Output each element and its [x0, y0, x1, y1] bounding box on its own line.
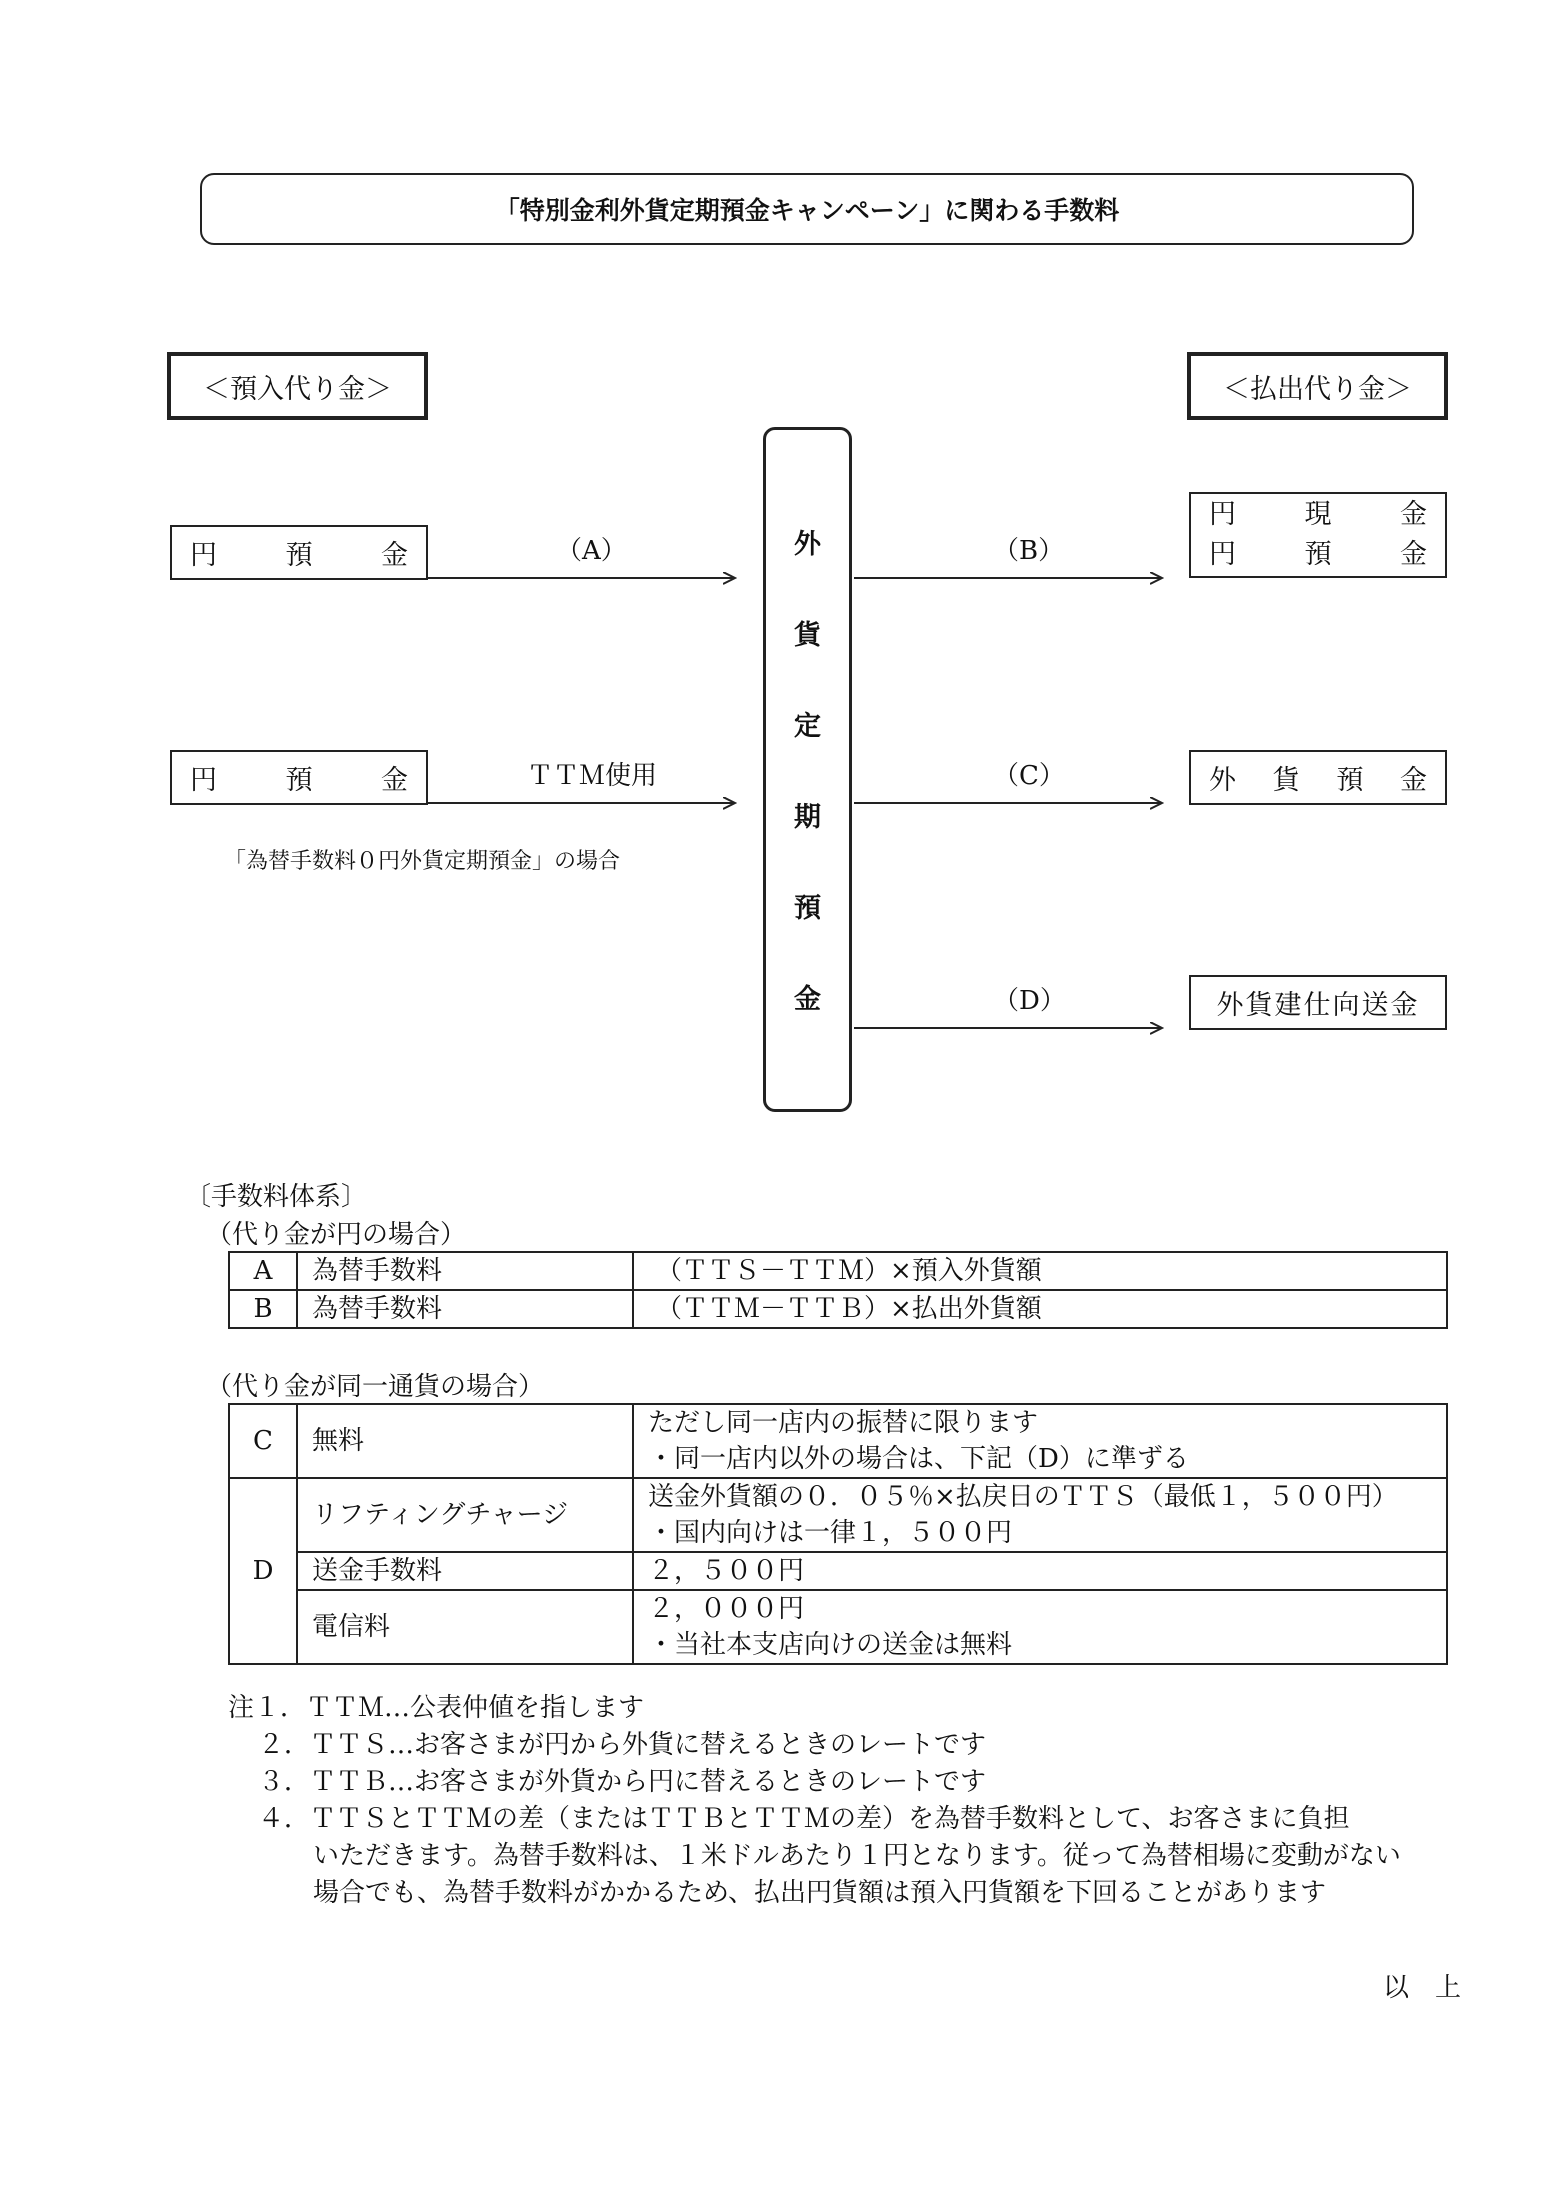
zero-fee-note: 「為替手数料０円外貨定期預金」の場合	[224, 849, 621, 874]
row-formula: （ＴＴＭ－ＴＴＢ）×払出外貨額	[633, 1290, 1447, 1328]
row-name: 電信料	[297, 1590, 633, 1664]
detail-line: ２，５００円	[648, 1556, 805, 1586]
arrow-label-d: （D）	[993, 986, 1066, 1016]
row-name: 無料	[297, 1404, 633, 1478]
detail-line: ２，０００円	[648, 1594, 805, 1624]
table-row	[229, 1590, 1447, 1664]
right-box-fx-deposit	[1189, 750, 1447, 805]
box-char: 金	[1399, 765, 1427, 796]
arrow-label-c: （C）	[993, 761, 1065, 791]
detail-line: 送金外貨額の０．０５％×払戻日のＴＴＳ（最低１，５００円）	[648, 1482, 1398, 1512]
right-box-yen-cash-deposit	[1189, 492, 1447, 578]
box-char: 預	[1336, 765, 1364, 796]
note-4-cont-2: 場合でも、為替手数料がかかるため、払出円貨額は預入円貨額を下回ることがあります	[313, 1878, 1326, 1908]
box-char: 外	[1209, 765, 1236, 796]
deposit-header-text: ＜預入代り金＞	[203, 373, 392, 405]
box-char: 円	[190, 540, 217, 571]
row-detail	[633, 1404, 1447, 1478]
note-1: 注１．ＴＴＭ…公表仲値を指します	[228, 1693, 645, 1723]
row-name: 為替手数料	[297, 1252, 633, 1290]
document-title-text: 「特別金利外貨定期預金キャンペーン」に関わる手数料	[494, 196, 1120, 225]
detail-line: ・同一店内以外の場合は、下記（D）に準ずる	[648, 1444, 1189, 1474]
note-2: ２．ＴＴＳ…お客さまが円から外貨に替えるときのレートです	[258, 1730, 987, 1760]
row-detail	[633, 1478, 1447, 1552]
row-name: リフティングチャージ	[297, 1478, 633, 1552]
same-currency-heading: （代り金が同一通貨の場合）	[206, 1372, 545, 1402]
arrow-label-ttm: ＴＴＭ使用	[527, 761, 658, 791]
row-key: A	[229, 1252, 297, 1290]
detail-line: ただし同一店内の振替に限ります	[648, 1408, 1039, 1438]
right-box-line-cash	[1209, 495, 1427, 535]
row-detail	[633, 1590, 1447, 1664]
center-char: 定	[794, 711, 821, 742]
row-key: B	[229, 1290, 297, 1328]
arrow-label-b: （B）	[993, 536, 1065, 566]
center-char: 金	[794, 984, 821, 1015]
detail-line: ・当社本支店向けの送金は無料	[648, 1630, 1013, 1660]
yen-case-heading: （代り金が円の場合）	[206, 1220, 467, 1250]
right-box-line-deposit	[1209, 535, 1427, 575]
row-key: C	[229, 1404, 297, 1478]
center-char: 貨	[794, 620, 821, 651]
center-char: 外	[794, 529, 821, 560]
row-detail	[633, 1552, 1447, 1590]
row-formula: （ＴＴＳ－ＴＴＭ）×預入外貨額	[633, 1252, 1447, 1290]
fee-system-heading: 〔手数料体系〕	[185, 1182, 368, 1212]
table-row	[229, 1290, 1447, 1328]
row-key: D	[229, 1478, 297, 1664]
yen-fee-table	[228, 1251, 1448, 1329]
box-char: 現	[1304, 499, 1332, 530]
box-char: 円	[1209, 539, 1236, 570]
detail-line: ・国内向けは一律１，５００円	[648, 1518, 1013, 1548]
note-4: ４．ＴＴＳとＴＴＭの差（またはＴＴＢとＴＴＭの差）を為替手数料として、お客さまに負担	[258, 1804, 1350, 1834]
table-row	[229, 1252, 1447, 1290]
box-text: 外貨建仕向送金	[1216, 990, 1420, 1021]
right-box-outward-remittance	[1189, 975, 1447, 1030]
row-name: 送金手数料	[297, 1552, 633, 1590]
box-char: 金	[1400, 499, 1427, 530]
box-char: 預	[285, 540, 313, 571]
center-char: 期	[794, 802, 821, 833]
note-4-cont-1: いただきます。為替手数料は、１米ドルあたり１円となります。従って為替相場に変動がない	[313, 1841, 1401, 1871]
payout-header-text: ＜払出代り金＞	[1223, 373, 1412, 405]
note-3: ３．ＴＴＢ…お客さまが外貨から円に替えるときのレートです	[258, 1767, 987, 1797]
box-char: 預	[285, 765, 313, 796]
box-char: 金	[381, 765, 408, 796]
box-char: 円	[190, 765, 217, 796]
table-row	[229, 1478, 1447, 1552]
center-char: 預	[794, 893, 821, 924]
table-row	[229, 1552, 1447, 1590]
box-char: 金	[1400, 539, 1427, 570]
box-char: 貨	[1272, 765, 1300, 796]
arrow-label-a: （A）	[556, 536, 627, 566]
box-char: 預	[1304, 539, 1332, 570]
table-row	[229, 1404, 1447, 1478]
same-currency-fee-table	[228, 1403, 1448, 1665]
box-char: 金	[381, 540, 408, 571]
box-char: 円	[1209, 499, 1236, 530]
closing-text: 以 上	[1383, 1973, 1462, 2003]
row-name: 為替手数料	[297, 1290, 633, 1328]
